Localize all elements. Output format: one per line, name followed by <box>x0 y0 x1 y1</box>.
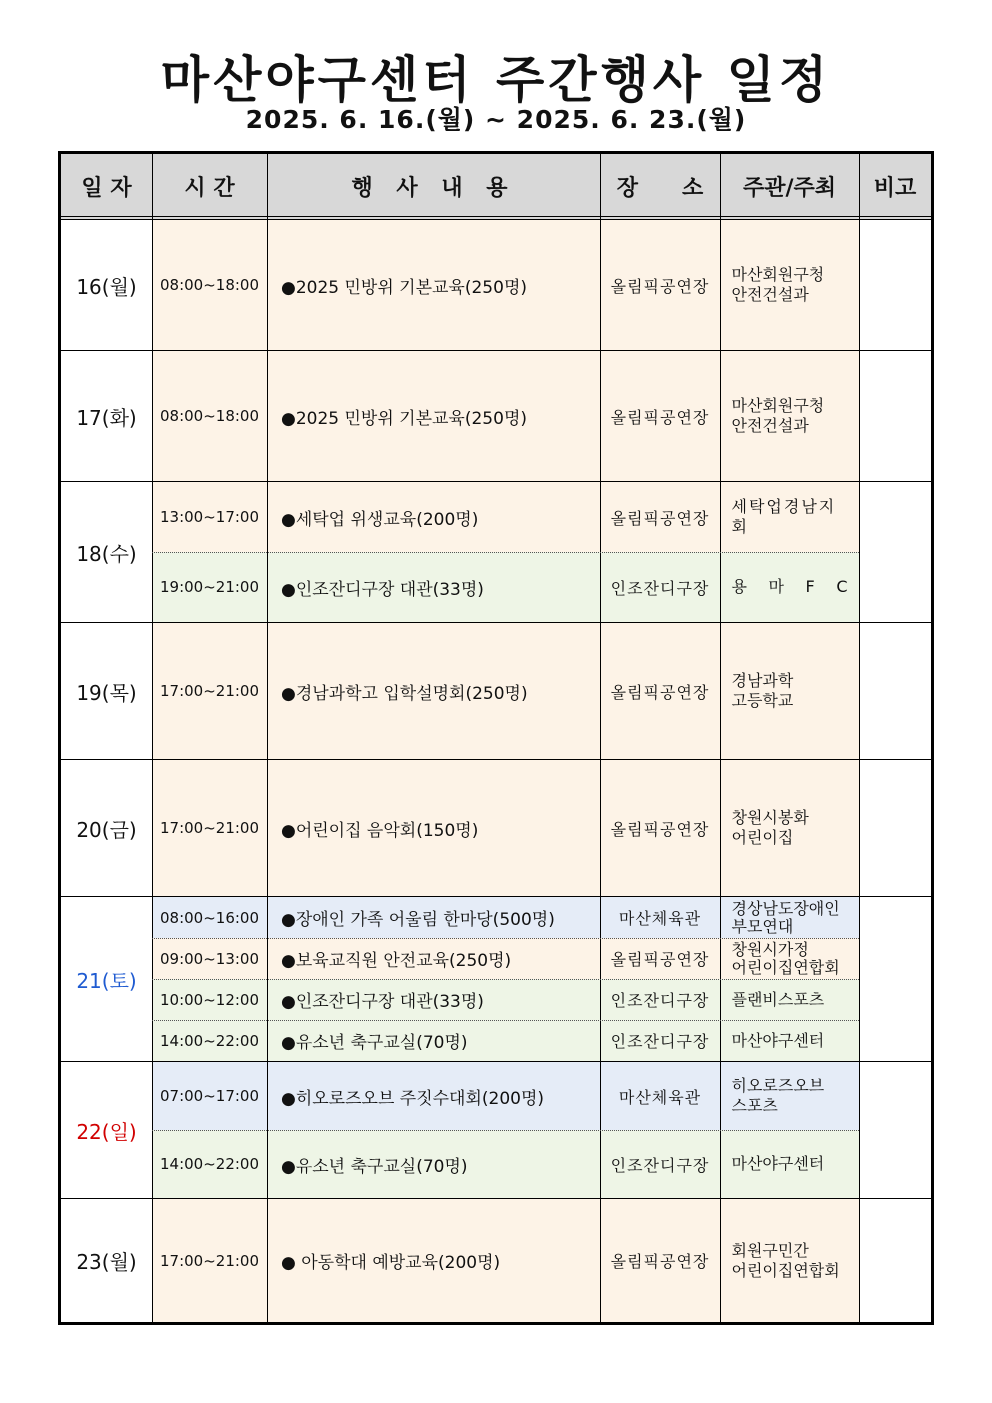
event-content: ●장애인 가족 어울림 한마당(500명) <box>267 897 600 938</box>
date-cell: 23(월) <box>76 1250 137 1274</box>
host-line-1: 마산회원구청 <box>731 396 825 415</box>
host-cell <box>720 897 859 938</box>
schedule-table <box>58 151 934 1325</box>
place-cell: 인조잔디구장 <box>600 1130 720 1198</box>
host-line-2: 고등학교 <box>731 691 794 710</box>
place-cell: 올림픽공연장 <box>600 1199 720 1322</box>
page-title: 마산야구센터 주간행사 일정 <box>160 51 832 109</box>
event-content: ● 아동학대 예방교육(200명) <box>267 1199 600 1322</box>
date-cell: 16(월) <box>76 274 137 299</box>
place-cell: 인조잔디구장 <box>600 1020 720 1061</box>
host-cell <box>720 1199 859 1322</box>
host-cell <box>720 1062 859 1130</box>
host-line-2: 어린이집연합회 <box>731 1260 840 1280</box>
time-cell: 08:00~18:00 <box>152 220 267 350</box>
header-content: 행 사 내 용 <box>267 154 600 219</box>
host-line-1: 경남과학 <box>731 671 794 690</box>
host-line-2: 안전건설과 <box>731 285 809 304</box>
place-cell: 마산체육관 <box>600 1062 720 1130</box>
time-cell: 08:00~18:00 <box>152 351 267 481</box>
time-cell: 17:00~21:00 <box>152 1199 267 1322</box>
host-line-2: 안전건설과 <box>731 416 809 435</box>
event-content: ●유소년 축구교실(70명) <box>267 1130 600 1198</box>
time-cell: 19:00~21:00 <box>152 552 267 622</box>
header-host: 주관/주최 <box>720 154 859 219</box>
time-cell: 09:00~13:00 <box>152 938 267 979</box>
host-line-2: 어린이집연합회 <box>731 957 840 977</box>
event-content: ●유소년 축구교실(70명) <box>267 1020 600 1061</box>
event-content: ●보육교직원 안전교육(250명) <box>267 938 600 979</box>
date-cell: 19(목) <box>76 680 137 705</box>
header-place: 장 소 <box>600 154 720 219</box>
host-cell <box>720 220 859 350</box>
host-cell <box>720 552 859 622</box>
host-line-1: 히오로즈오브 <box>731 1076 825 1095</box>
host-cell <box>720 623 859 759</box>
host-line-1: 세탁업경남지회 <box>731 497 837 536</box>
host-cell <box>720 482 859 552</box>
place-cell: 올림픽공연장 <box>600 351 720 481</box>
place-cell: 인조잔디구장 <box>600 552 720 622</box>
event-content: ●세탁업 위생교육(200명) <box>267 482 600 552</box>
host-cell <box>720 760 859 896</box>
host-cell <box>720 938 859 979</box>
event-content: ●2025 민방위 기본교육(250명) <box>267 351 600 481</box>
place-cell: 올림픽공연장 <box>600 938 720 979</box>
header-date: 일 자 <box>61 154 152 219</box>
time-cell: 08:00~16:00 <box>152 897 267 938</box>
host-line-2: 부모연대 <box>731 916 794 936</box>
host-cell <box>720 979 859 1020</box>
event-content: ●인조잔디구장 대관(33명) <box>267 552 600 622</box>
place-cell: 올림픽공연장 <box>600 482 720 552</box>
time-cell: 17:00~21:00 <box>152 623 267 759</box>
host-line-1: 마산야구센터 <box>731 1030 825 1050</box>
host-line-1: 마산야구센터 <box>731 1154 825 1173</box>
host-line-1: 창원시봉화 <box>731 808 809 827</box>
event-content: ●어린이집 음악회(150명) <box>267 760 600 896</box>
host-line-1: 마산회원구청 <box>731 265 825 284</box>
event-content: ●인조잔디구장 대관(33명) <box>267 979 600 1020</box>
time-cell: 14:00~22:00 <box>152 1130 267 1198</box>
host-cell <box>720 351 859 481</box>
host-line-1: 플랜비스포츠 <box>731 989 825 1009</box>
header-note: 비고 <box>859 154 931 219</box>
time-cell: 07:00~17:00 <box>152 1062 267 1130</box>
date-cell: 20(금) <box>76 817 137 842</box>
date-cell: 21(토) <box>76 968 137 993</box>
host-line-1: 경상남도장애인 <box>731 898 840 918</box>
host-cell <box>720 1020 859 1061</box>
place-cell: 마산체육관 <box>600 897 720 938</box>
host-line-1: 용 마 F C <box>731 577 848 596</box>
time-cell: 13:00~17:00 <box>152 482 267 552</box>
header-time: 시 간 <box>152 154 267 219</box>
host-line-1: 창원시가정 <box>731 939 809 959</box>
date-cell: 22(일) <box>76 1119 137 1144</box>
host-line-1: 회원구민간 <box>731 1240 809 1260</box>
date-range: 2025. 6. 16.(월) ~ 2025. 6. 23.(월) <box>245 105 747 134</box>
host-line-2: 스포츠 <box>731 1096 778 1115</box>
event-content: ●2025 민방위 기본교육(250명) <box>267 220 600 350</box>
host-cell <box>720 1130 859 1198</box>
place-cell: 올림픽공연장 <box>600 220 720 350</box>
date-cell: 18(수) <box>76 541 137 566</box>
time-cell: 10:00~12:00 <box>152 979 267 1020</box>
place-cell: 올림픽공연장 <box>600 623 720 759</box>
event-content: ●경남과학고 입학설명회(250명) <box>267 623 600 759</box>
place-cell: 인조잔디구장 <box>600 979 720 1020</box>
date-cell: 17(화) <box>76 405 137 430</box>
place-cell: 올림픽공연장 <box>600 760 720 896</box>
event-content: ●히오로즈오브 주짓수대회(200명) <box>267 1062 600 1130</box>
time-cell: 17:00~21:00 <box>152 760 267 896</box>
host-line-2: 어린이집 <box>731 828 794 847</box>
time-cell: 14:00~22:00 <box>152 1020 267 1061</box>
